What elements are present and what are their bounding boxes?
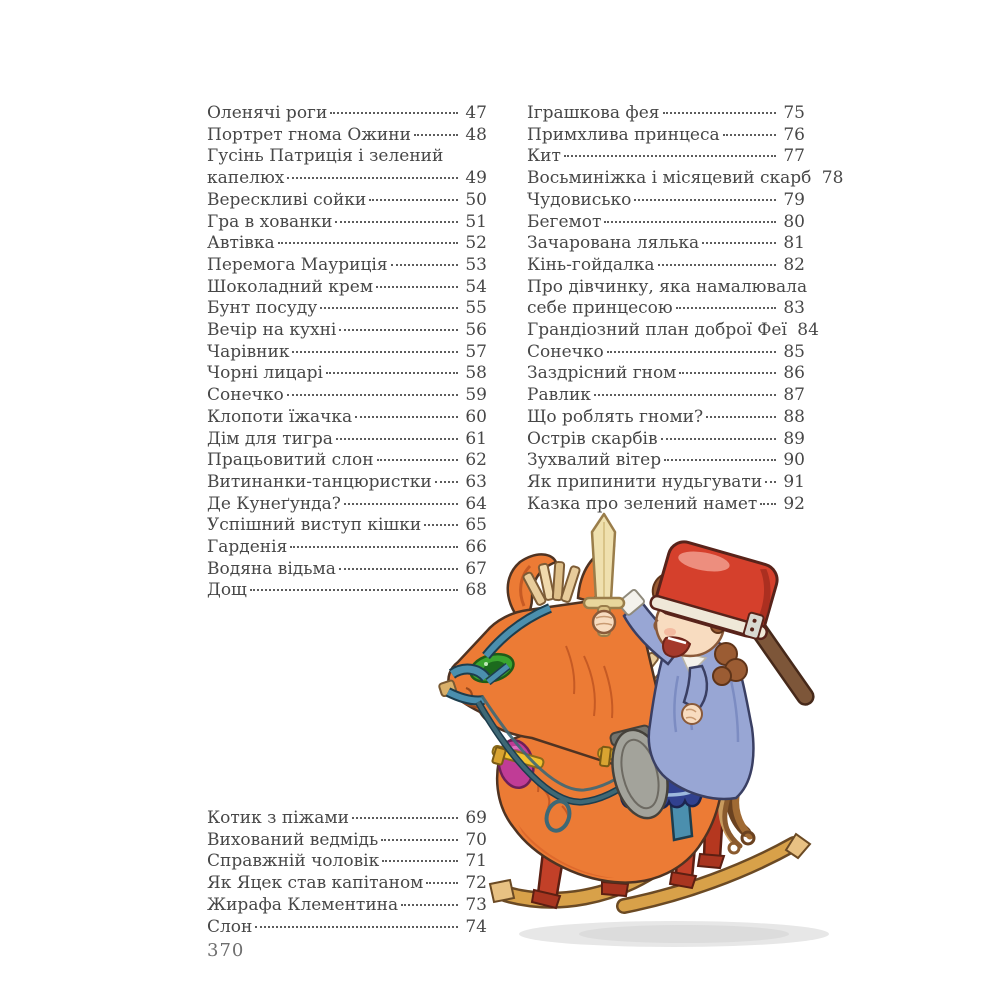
toc-entry — [527, 103, 805, 125]
toc-entry-page: 71 — [465, 851, 487, 872]
toc-entry-title: Жирафа Клементина — [207, 894, 399, 915]
boy-sword-fist — [593, 611, 615, 633]
toc-entry-page: 57 — [465, 341, 487, 362]
toc-entry-page: 58 — [465, 363, 487, 384]
toc-entry-page: 73 — [465, 894, 487, 915]
toc-entry-title: Восьминіжка і місяцевий скарб — [527, 168, 812, 189]
page-number: 370 — [207, 940, 245, 961]
toc-entry-title: Чарівник — [207, 341, 290, 362]
toc-entry — [527, 168, 844, 190]
toc-entry-title: Шоколадний крем — [207, 276, 374, 297]
toc-entry-page: 62 — [465, 450, 487, 471]
toc-entry — [207, 472, 487, 494]
toc-entry-title: Бегемот — [527, 211, 602, 232]
toc-entry-title: Чудовисько — [527, 189, 632, 210]
toc-entry — [527, 363, 805, 385]
toc-entry — [207, 255, 487, 277]
toc-entry-title: Заздрісний гном — [527, 363, 677, 384]
toc-entry-page: 51 — [465, 211, 487, 232]
toc-entry — [527, 472, 805, 494]
toc-entry-page: 66 — [465, 537, 487, 558]
toc-entry — [207, 385, 487, 407]
toc-entry — [207, 233, 487, 255]
toc-entry-page: 81 — [783, 233, 805, 254]
toc-entry — [207, 212, 487, 234]
toc-entry-page: 78 — [821, 168, 844, 189]
toc-entry-title: Перемога Мауриція — [207, 254, 388, 275]
toc-entry — [527, 407, 805, 429]
toc-entry-title: Справжній чоловік — [207, 851, 380, 872]
toc-entry-title: Успішний виступ кішки — [207, 515, 422, 536]
toc-entry-page: 55 — [465, 298, 487, 319]
toc-entry-page: 47 — [465, 103, 487, 123]
ground-shadow — [519, 921, 829, 947]
toc-entry-page: 59 — [465, 385, 487, 406]
toc-entry — [527, 255, 805, 277]
toc-entry — [207, 146, 487, 168]
toc-entry-title: Сонечко — [527, 341, 604, 362]
toc-entry — [207, 320, 487, 342]
toc-entry-title: Автівка — [207, 233, 275, 254]
toc-entry-page: 70 — [465, 829, 487, 850]
toc-entry-page: 64 — [465, 493, 487, 514]
toc-entry-title: Гусінь Патриція і зелений — [207, 146, 444, 167]
toc-entry-page: 83 — [783, 298, 805, 319]
toc-entry — [207, 168, 487, 190]
toc-entry-page: 90 — [783, 450, 805, 471]
toc-entry-title: Дім для тигра — [207, 428, 333, 449]
toc-entry-page: 74 — [465, 916, 487, 937]
toc-entry-title: Грандіозний план доброї Феї — [527, 320, 787, 341]
toc-entry-title: Портрет гнома Ожини — [207, 124, 411, 145]
toc-entry-title: Водяна відьма — [207, 558, 336, 579]
toc-entry — [207, 363, 487, 385]
toc-entry — [207, 277, 487, 299]
toc-entry-title: Гарденія — [207, 537, 288, 558]
toc-entry-page: 69 — [465, 808, 487, 828]
toc-entry-title: Котик з піжами — [207, 808, 349, 828]
toc-entry — [527, 125, 805, 147]
toc-entry — [207, 429, 487, 451]
toc-entry — [527, 385, 805, 407]
toc-entry-page: 67 — [465, 558, 487, 579]
toc-entry-title: Примхлива принцеса — [527, 124, 720, 145]
toc-entry-title: Слон — [207, 916, 253, 937]
toc-entry-page: 89 — [783, 428, 805, 449]
toc-entry-title: Як Яцек став капітаном — [207, 873, 424, 894]
toc-entry — [527, 450, 805, 472]
toc-entry-page: 77 — [783, 146, 805, 167]
toc-entry-title: себе принцесою — [527, 298, 673, 319]
toc-entry-title: Дощ — [207, 580, 247, 601]
toc-entry — [207, 125, 487, 147]
toc-entry-title: Кит — [527, 146, 561, 167]
toc-entry-title: Бунт посуду — [207, 298, 318, 319]
toc-entry-page: 53 — [465, 254, 487, 275]
toc-entry-page: 68 — [465, 580, 487, 601]
toc-entry-page: 87 — [783, 385, 805, 406]
toc-entry-title: Сонечко — [207, 385, 284, 406]
toc-entry-title: Оленячі роги — [207, 103, 328, 123]
toc-entry-page: 65 — [465, 515, 487, 536]
toc-entry-title: Кінь-гойдалка — [527, 254, 655, 275]
toc-entry — [207, 450, 487, 472]
toc-entry — [207, 407, 487, 429]
toc-entry-page: 82 — [783, 254, 805, 275]
toc-entry-title: Казка про зелений намет — [527, 493, 758, 514]
toc-entry-page: 54 — [465, 276, 487, 297]
toc-entry-title: Про дівчинку, яка намалювала — [527, 276, 808, 297]
toc-entry-page: 79 — [783, 189, 805, 210]
toc-entry-page: 85 — [783, 341, 805, 362]
toc-entry — [527, 429, 805, 451]
toc-entry-title: капелюх — [207, 168, 285, 189]
toc-entry-title: Верескливі сойки — [207, 189, 367, 210]
toc-entry-page: 50 — [465, 189, 487, 210]
toc-entry — [207, 342, 487, 364]
toc-entry — [527, 212, 805, 234]
toc-entry-title: Клопоти їжачка — [207, 406, 353, 427]
toc-entry-title: Іграшкова фея — [527, 103, 660, 123]
toc-entry-page: 86 — [783, 363, 805, 384]
toc-column-right — [527, 103, 844, 515]
toc-entry — [207, 103, 487, 125]
toc-entry-title: Острів скарбів — [527, 428, 658, 449]
toc-entry-title: Вечір на кухні — [207, 320, 337, 341]
toc-entry-title: Гра в хованки — [207, 211, 333, 232]
toc-entry-page: 76 — [783, 124, 805, 145]
toc-entry-page: 84 — [797, 320, 819, 341]
toc-entry — [527, 298, 805, 320]
toc-entry-page: 49 — [465, 168, 487, 189]
toc-entry-page: 48 — [465, 124, 487, 145]
toc-entry-page: 56 — [465, 320, 487, 341]
toc-entry-title: Чорні лицарі — [207, 363, 323, 384]
toc-entry — [527, 146, 805, 168]
toc-entry-page: 61 — [465, 428, 487, 449]
toc-entry-title: Де Кунеґунда? — [207, 493, 341, 514]
toc-entry-page: 92 — [783, 493, 805, 514]
toc-entry — [527, 190, 805, 212]
toc-entry-title: Зухвалий вітер — [527, 450, 662, 471]
toc-entry — [207, 190, 487, 212]
toc-entry-page: 52 — [465, 233, 487, 254]
toc-entry — [527, 342, 805, 364]
toc-entry-page: 88 — [783, 406, 805, 427]
toc-entry-page: 60 — [465, 406, 487, 427]
toc-entry — [527, 233, 805, 255]
toc-entry-title: Працьовитий слон — [207, 450, 374, 471]
toc-entry-title: Як припинити нудьгувати — [527, 471, 763, 492]
toc-entry-title: Равлик — [527, 385, 591, 406]
toc-entry-page: 91 — [783, 471, 805, 492]
toc-entry — [527, 320, 819, 342]
toc-entry-title: Витинанки-танцюристки — [207, 471, 432, 492]
toc-entry — [207, 298, 487, 320]
toc-entry-title: Вихований ведмідь — [207, 829, 379, 850]
toc-entry-page: 63 — [465, 471, 487, 492]
toc-entry-page: 80 — [783, 211, 805, 232]
toc-entry — [527, 276, 808, 299]
toc-entry-title: Що роблять гноми? — [527, 406, 704, 427]
toc-entry-title: Зачарована лялька — [527, 233, 700, 254]
toc-entry-page: 72 — [465, 873, 487, 894]
toc-entry-page: 75 — [783, 103, 805, 123]
rocking-horse-illustration — [434, 506, 832, 954]
